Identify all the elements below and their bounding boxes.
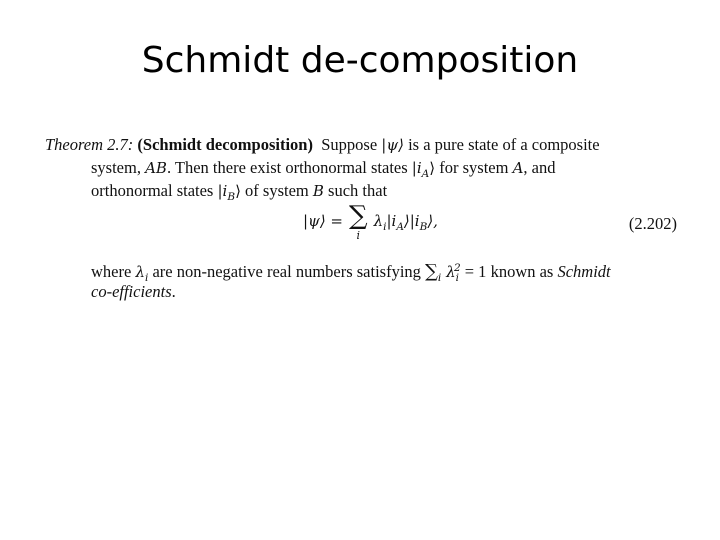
theorem-text: such that — [328, 181, 388, 200]
theorem-line-2 — [45, 156, 685, 179]
equation-number: (2.202) — [628, 214, 677, 233]
schmidt-word: Schmidt — [557, 262, 611, 281]
math-ket: $|i_A⟩$ — [411, 159, 436, 180]
theorem-text: = 1 — [464, 262, 487, 281]
theorem-line-3 — [45, 179, 685, 202]
theorem-text: Suppose — [321, 135, 378, 154]
theorem-text: , and — [523, 158, 556, 177]
theorem-text: . Then there exist orthonormal states — [166, 158, 408, 177]
theorem-text: is a pure state of a composite — [408, 135, 600, 154]
theorem-block — [45, 133, 685, 303]
theorem-text: system, — [91, 158, 141, 177]
theorem-text: of system — [245, 181, 309, 200]
equation-term: $\lambda_i|i_A⟩|i_B⟩$, — [373, 212, 438, 233]
inline-sum: $\sum_i$ $\lambda_i^2$ — [425, 261, 461, 284]
theorem-text: known as — [490, 262, 554, 281]
theorem-line-1 — [45, 133, 685, 156]
theorem-name: (Schmidt decomposition) — [137, 135, 313, 154]
math-symbol: B — [312, 182, 324, 200]
math-symbol: AB — [145, 159, 167, 177]
theorem-text: orthonormal states — [91, 181, 214, 200]
theorem-line-5 — [45, 280, 685, 303]
sum-sign: ∑ — [349, 201, 368, 231]
coefficients-term: co-efficients — [91, 282, 172, 301]
math-lambda: $\lambda_i$ — [135, 263, 149, 284]
math-ket: $|i_B⟩$ — [217, 182, 241, 203]
theorem-label: Theorem 2.7: — [45, 135, 134, 154]
sum-index: i — [356, 229, 361, 242]
math-symbol: A — [512, 159, 524, 177]
slide-title: Schmidt de-composition — [141, 40, 579, 81]
math-ket: |ψ⟩ — [381, 136, 404, 154]
theorem-text: where — [91, 262, 132, 281]
theorem-text: . — [171, 282, 176, 301]
theorem-line-4 — [45, 257, 685, 284]
equation-2-202 — [45, 202, 685, 257]
theorem-text: are non-negative real numbers satisfying — [152, 262, 421, 281]
summation — [349, 202, 368, 242]
theorem-text: for system — [439, 158, 509, 177]
equation-lhs: |ψ⟩ = — [303, 212, 344, 230]
equation-body — [303, 201, 438, 242]
